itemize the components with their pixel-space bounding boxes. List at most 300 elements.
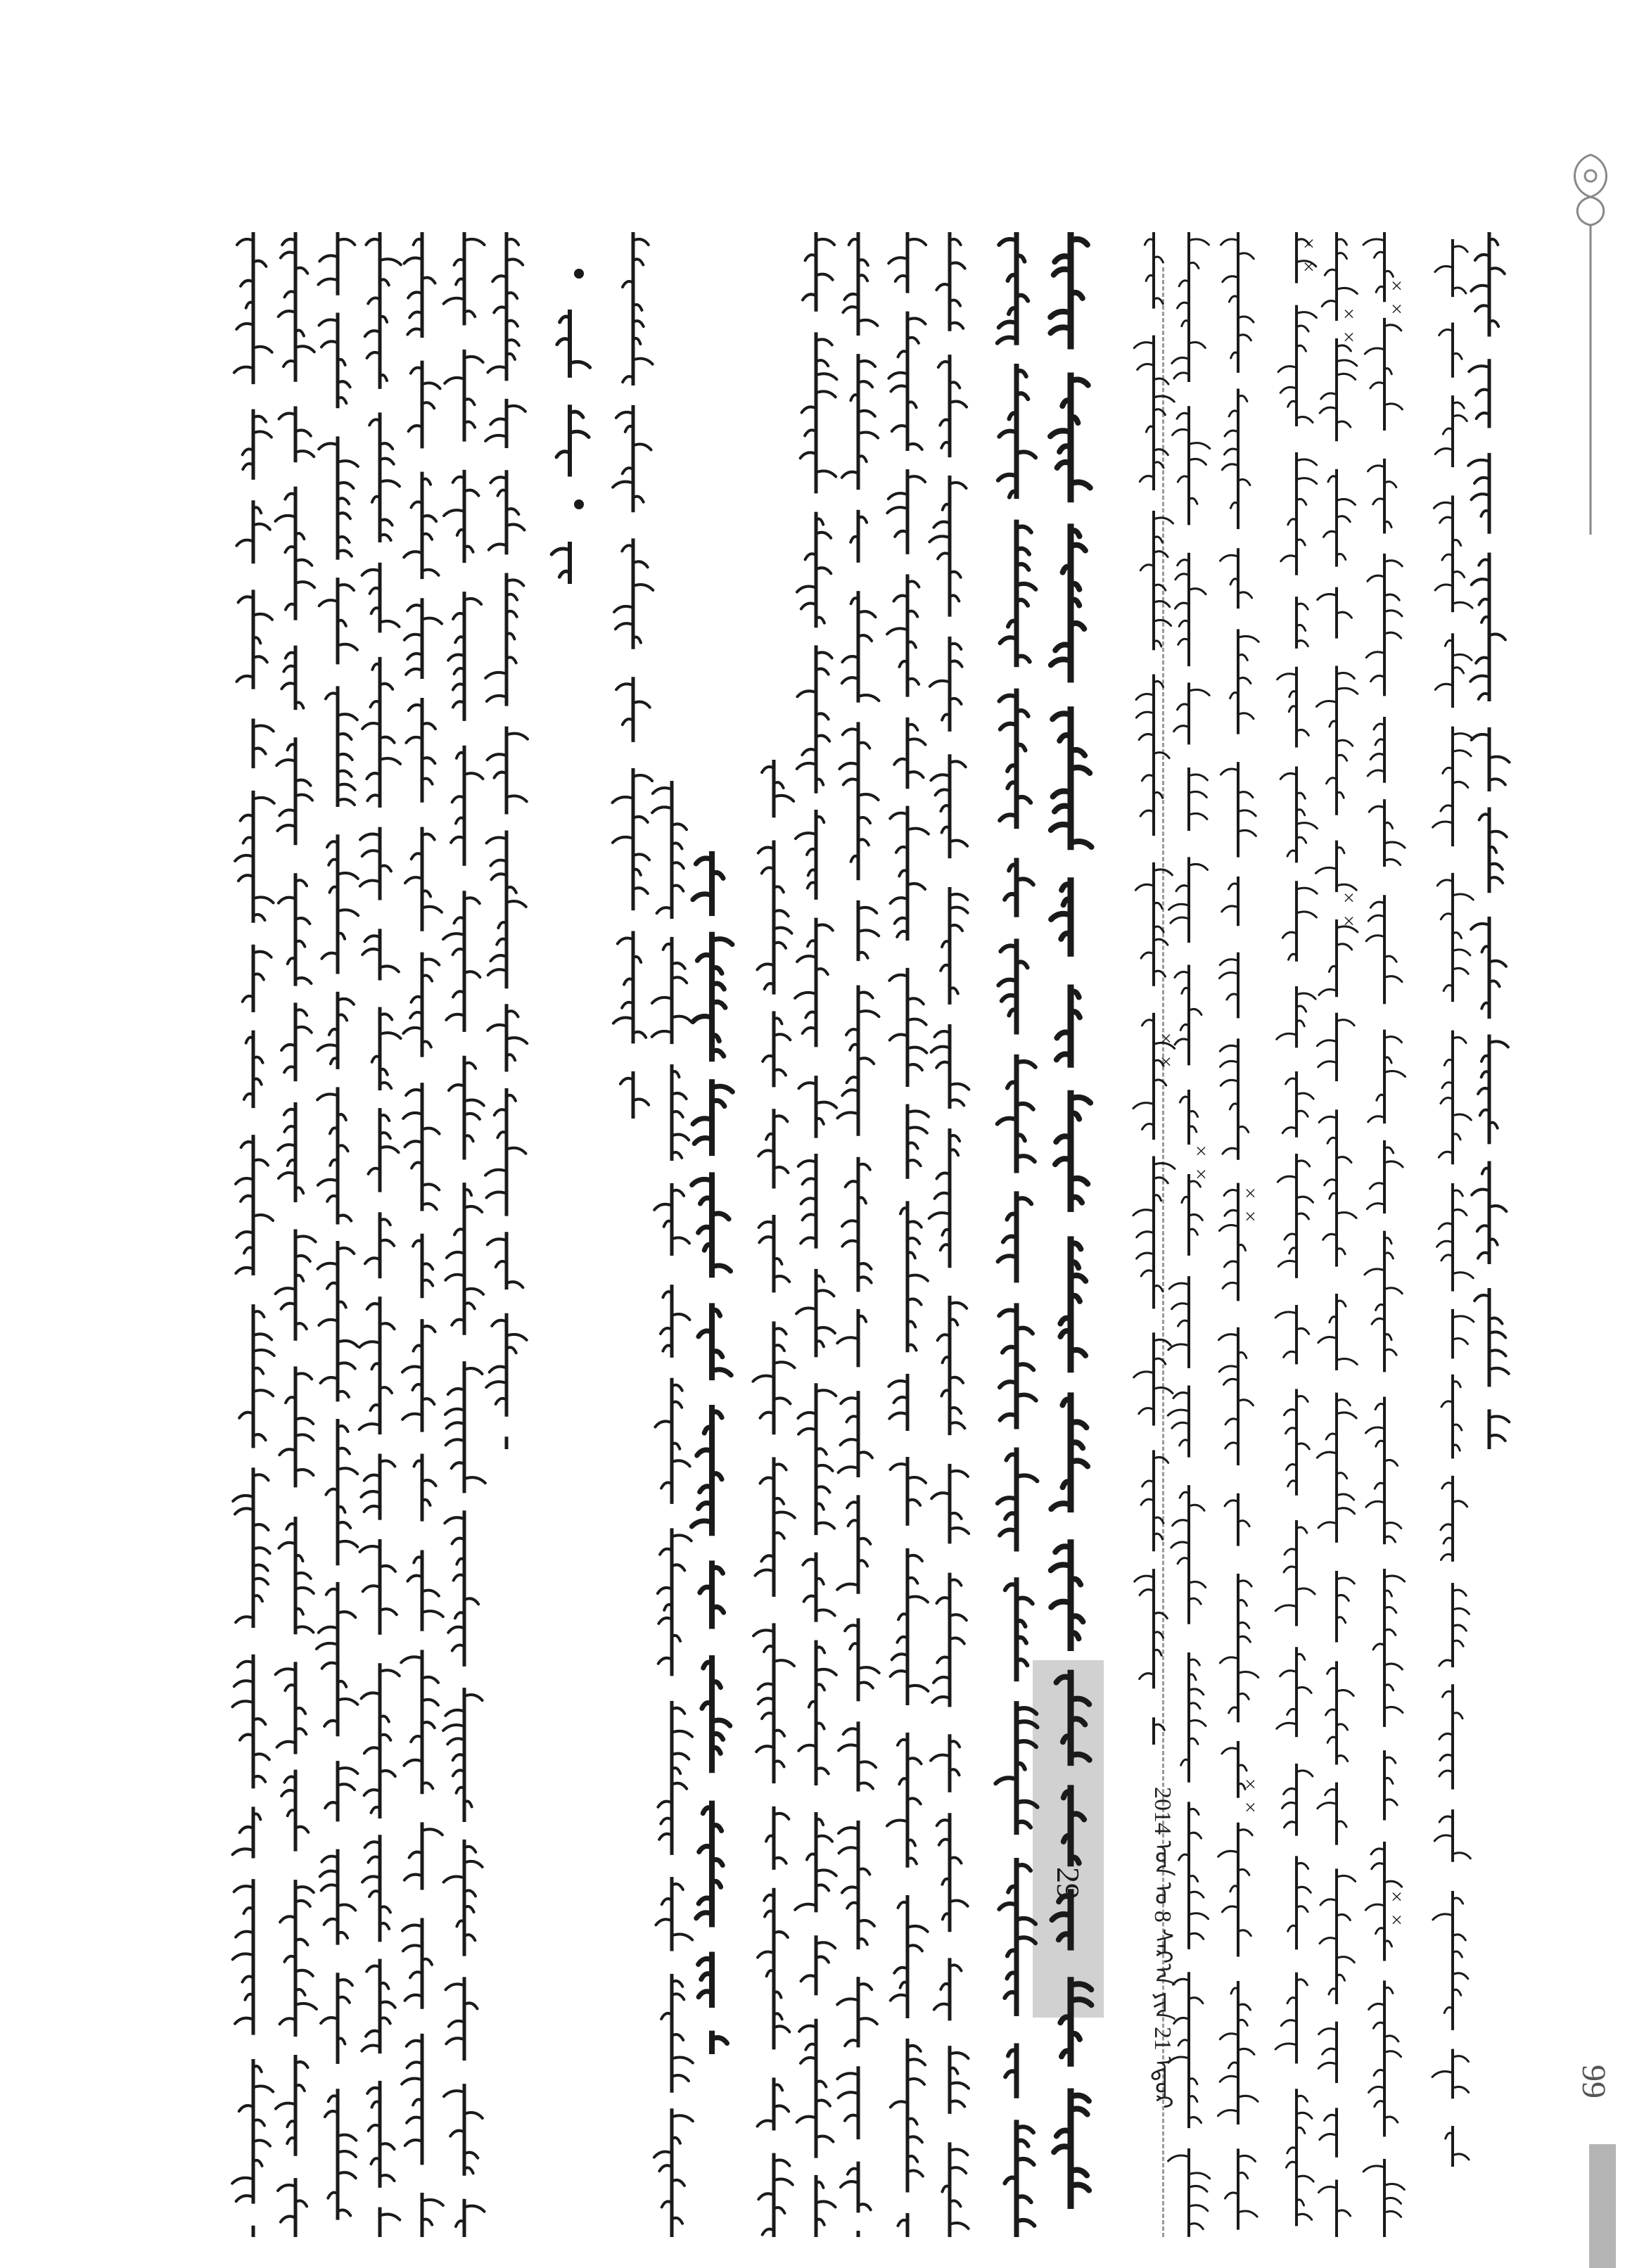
- script-glyph-stroke: [652, 1031, 672, 1037]
- script-glyph-stroke: [888, 1381, 907, 1387]
- script-glyph-stroke: [658, 1588, 672, 1593]
- script-glyph-stroke: [907, 1299, 922, 1305]
- script-glyph-stroke: [762, 1713, 774, 1719]
- script-glyph-stroke: [798, 1413, 816, 1418]
- script-glyph-stroke: [816, 736, 829, 741]
- script-glyph-stroke: [1318, 1337, 1337, 1343]
- script-glyph-stroke: [1154, 1613, 1167, 1619]
- script-glyph-stroke: [380, 1609, 397, 1614]
- script-glyph-stroke: [1221, 769, 1238, 775]
- script-glyph-stroke: [1238, 1930, 1251, 1936]
- script-glyph-stroke: [613, 1018, 633, 1024]
- script-glyph-stroke: [1296, 1197, 1313, 1202]
- script-glyph-stroke: [1435, 266, 1453, 272]
- script-glyph-stroke: [338, 1341, 357, 1346]
- script-glyph-stroke: [658, 1618, 672, 1624]
- script-glyph-stroke: [950, 907, 968, 913]
- script-glyph-stroke: [1337, 360, 1357, 366]
- script-glyph-stroke: [1284, 1567, 1296, 1572]
- script-glyph-stroke: [614, 606, 633, 612]
- script-glyph-stroke: [1178, 2040, 1189, 2046]
- script-glyph-stroke: [896, 276, 907, 281]
- script-glyph-stroke: [1017, 1802, 1038, 1807]
- script-glyph-stroke: [1453, 246, 1467, 252]
- script-glyph-stroke: [931, 1493, 950, 1498]
- script-glyph-stroke: [1017, 1937, 1036, 1943]
- script-glyph-stroke: [950, 925, 962, 931]
- script-glyph-stroke: [241, 1142, 253, 1147]
- script-glyph-stroke: [1489, 1435, 1505, 1441]
- script-glyph-stroke: [276, 2103, 295, 2109]
- script-glyph-stroke: [672, 1708, 684, 1714]
- script-glyph-stroke: [803, 294, 816, 300]
- script-glyph-stroke: [1238, 2049, 1254, 2054]
- script-glyph-stroke: [672, 1994, 684, 1999]
- script-glyph-stroke: [950, 2223, 969, 2229]
- script-glyph-stroke: [758, 1952, 774, 1958]
- script-glyph-stroke: [937, 1173, 950, 1178]
- script-glyph-stroke: [444, 2091, 464, 2096]
- script-glyph-stroke: [1284, 1822, 1296, 1828]
- script-glyph-stroke: [1296, 1161, 1310, 1166]
- script-glyph-stroke: [464, 239, 485, 245]
- script-glyph-stroke: [253, 432, 272, 438]
- script-glyph-stroke: [1435, 684, 1453, 689]
- script-glyph-stroke: [488, 1025, 506, 1031]
- script-glyph-stroke: [1189, 1720, 1206, 1726]
- script-glyph-stroke: [380, 259, 401, 265]
- script-glyph-stroke: [950, 483, 966, 488]
- script-glyph-stroke: [1384, 1460, 1398, 1465]
- script-glyph-stroke: [616, 412, 633, 418]
- script-glyph-stroke: [410, 1012, 422, 1018]
- script-glyph-stroke: [485, 435, 506, 441]
- script-glyph-stroke: [238, 1662, 253, 1667]
- script-glyph-stroke: [1489, 877, 1503, 883]
- script-glyph-stroke: [464, 2206, 484, 2212]
- script-glyph-stroke: [894, 596, 907, 601]
- script-glyph-stroke: [506, 260, 523, 265]
- script-glyph-stroke: [1325, 2115, 1337, 2120]
- script-glyph-stroke: [1439, 1816, 1453, 1822]
- script-glyph-stroke: [253, 1548, 270, 1553]
- script-glyph-stroke: [816, 2101, 830, 2106]
- script-glyph-stroke: [276, 1288, 295, 1294]
- script-glyph-stroke: [1189, 1933, 1204, 1939]
- script-glyph-stroke: [1371, 676, 1384, 682]
- script-glyph-stroke: [1453, 1898, 1463, 1904]
- script-glyph-stroke: [338, 2172, 356, 2178]
- script-glyph-stroke: [804, 1596, 816, 1602]
- script-glyph-stroke: [318, 1045, 338, 1050]
- script-glyph-stroke: [774, 1034, 790, 1040]
- script-glyph-stroke: [839, 1828, 858, 1833]
- script-glyph-stroke: [620, 1078, 633, 1084]
- script-glyph-stroke: [774, 2105, 789, 2111]
- script-glyph-stroke: [1296, 312, 1316, 318]
- script-glyph-stroke: [362, 949, 380, 955]
- script-glyph-stroke: [338, 999, 354, 1005]
- script-glyph-stroke: [998, 475, 1017, 480]
- script-glyph-stroke: [506, 901, 526, 907]
- script-glyph-stroke: [1154, 1387, 1173, 1393]
- script-glyph-stroke: [816, 1486, 829, 1492]
- script-glyph-stroke: [1453, 602, 1472, 608]
- script-glyph-stroke: [338, 1215, 351, 1221]
- script-glyph-stroke: [320, 1377, 338, 1383]
- script-glyph-stroke: [1296, 912, 1316, 917]
- script-glyph-stroke: [1173, 1520, 1189, 1526]
- script-glyph-stroke: [950, 2083, 969, 2089]
- script-glyph-stroke: [1477, 1225, 1489, 1231]
- script-glyph-stroke: [1017, 1395, 1036, 1401]
- script-glyph-stroke: [758, 1683, 774, 1689]
- script-glyph-stroke: [362, 570, 380, 575]
- script-glyph-stroke: [950, 2101, 964, 2107]
- script-glyph-stroke: [907, 998, 924, 1004]
- script-glyph-stroke: [1337, 1690, 1353, 1696]
- script-glyph-stroke: [816, 568, 831, 573]
- script-glyph-stroke: [1142, 1123, 1154, 1129]
- script-glyph-stroke: [798, 1083, 816, 1088]
- script-glyph-stroke: [1174, 2018, 1189, 2023]
- script-glyph-stroke: [1296, 993, 1315, 999]
- script-glyph-stroke: [422, 1700, 438, 1705]
- script-glyph-stroke: [338, 910, 358, 915]
- script-glyph-stroke: [633, 585, 653, 590]
- script-glyph-stroke: [1384, 842, 1405, 848]
- script-glyph-stroke: [1296, 1687, 1311, 1693]
- script-glyph-stroke: [319, 1320, 338, 1325]
- script-glyph-stroke: [887, 628, 907, 634]
- script-glyph-stroke: [490, 1367, 506, 1372]
- script-glyph-stroke: [672, 2115, 693, 2121]
- script-glyph-stroke: [1228, 2063, 1238, 2068]
- script-glyph-stroke: [364, 1747, 380, 1753]
- script-glyph-stroke: [1384, 1349, 1396, 1355]
- script-glyph-stroke: [1296, 499, 1306, 504]
- script-glyph-stroke: [1017, 1156, 1035, 1161]
- script-glyph-stroke: [488, 1239, 506, 1244]
- script-glyph-stroke: [1368, 575, 1384, 581]
- script-glyph-stroke: [490, 419, 506, 424]
- script-glyph-stroke: [1318, 1803, 1337, 1809]
- script-glyph-stroke: [1142, 1020, 1154, 1026]
- script-glyph-stroke: [1433, 822, 1453, 827]
- script-glyph-stroke: [1384, 1664, 1402, 1669]
- script-glyph-stroke: [362, 723, 380, 729]
- script-glyph-stroke: [1000, 1415, 1017, 1420]
- script-glyph-stroke: [1319, 989, 1337, 995]
- script-glyph-stroke: [1453, 782, 1468, 787]
- script-glyph-stroke: [338, 551, 352, 556]
- script-glyph-stroke: [950, 1084, 969, 1090]
- script-glyph-stroke: [795, 1904, 816, 1910]
- script-glyph-stroke: [1154, 926, 1164, 932]
- script-glyph-stroke: [1439, 1771, 1453, 1776]
- script-glyph-stroke: [1453, 2056, 1468, 2062]
- script-glyph-stroke: [1189, 864, 1207, 869]
- script-glyph-stroke: [774, 943, 786, 948]
- script-glyph-stroke: [907, 1500, 920, 1505]
- script-glyph-stroke: [464, 490, 478, 496]
- script-glyph-stroke: [907, 2079, 924, 2084]
- script-glyph-stroke: [1453, 1338, 1467, 1344]
- script-glyph-stroke: [1277, 1033, 1296, 1039]
- script-glyph-stroke: [491, 874, 506, 879]
- script-glyph-stroke: [1154, 1457, 1168, 1463]
- script-glyph-stroke: [633, 1032, 646, 1038]
- script-glyph-stroke: [1017, 1475, 1037, 1481]
- script-glyph-stroke: [1296, 2176, 1313, 2181]
- script-glyph-stroke: [1238, 1636, 1250, 1642]
- script-glyph-stroke: [858, 794, 879, 800]
- script-glyph-stroke: [1177, 302, 1189, 308]
- script-glyph-stroke: [1154, 1724, 1164, 1730]
- script-glyph-stroke: [839, 1745, 858, 1750]
- script-glyph-stroke: [950, 402, 967, 407]
- script-glyph-stroke: [1275, 2044, 1296, 2049]
- script-glyph-stroke: [1223, 1282, 1238, 1288]
- script-glyph-stroke: [839, 2092, 858, 2098]
- script-glyph-stroke: [444, 1876, 464, 1882]
- script-glyph-stroke: [1363, 239, 1384, 245]
- script-glyph-stroke: [235, 1508, 253, 1514]
- script-glyph-stroke: [1154, 585, 1166, 590]
- script-glyph-stroke: [422, 1591, 439, 1596]
- script-glyph-stroke: [236, 676, 253, 682]
- script-glyph-stroke: [1175, 574, 1189, 580]
- script-glyph-stroke: [657, 907, 672, 913]
- script-glyph-stroke: [409, 312, 422, 318]
- script-glyph-stroke: [1238, 1869, 1249, 1875]
- script-glyph-stroke: [839, 763, 858, 769]
- script-glyph-stroke: [1372, 1864, 1384, 1869]
- script-glyph-stroke: [816, 360, 828, 366]
- script-glyph-stroke: [404, 1875, 422, 1880]
- script-glyph-stroke: [907, 1798, 921, 1804]
- script-glyph-stroke: [846, 1181, 858, 1187]
- script-glyph-stroke: [1296, 1111, 1308, 1116]
- script-glyph-stroke: [402, 1414, 422, 1420]
- script-glyph-stroke: [950, 1528, 969, 1534]
- script-glyph-stroke: [774, 1328, 786, 1334]
- script-glyph-stroke: [1178, 704, 1189, 710]
- script-glyph-stroke: [338, 1904, 355, 1910]
- script-glyph-stroke: [338, 1612, 355, 1617]
- script-glyph-stroke: [1189, 1581, 1206, 1587]
- script-glyph-stroke: [935, 1031, 950, 1037]
- script-glyph-stroke: [380, 737, 395, 743]
- script-glyph-stroke: [281, 683, 295, 689]
- script-glyph-stroke: [1453, 1316, 1474, 1322]
- script-glyph-stroke: [1453, 1501, 1467, 1507]
- script-glyph-stroke: [486, 1382, 506, 1387]
- script-glyph-stroke: [279, 414, 295, 419]
- script-glyph-stroke: [488, 367, 506, 372]
- script-glyph-stroke: [422, 383, 440, 388]
- script-glyph-stroke: [282, 239, 295, 245]
- script-glyph-stroke: [1238, 2096, 1258, 2101]
- script-glyph-stroke: [1140, 476, 1154, 482]
- script-glyph-stroke: [1365, 348, 1384, 354]
- script-glyph-stroke: [283, 361, 295, 367]
- citation-date: 2014 ᠣᠨ ᠤ 8 ᠰᠠᠷ᠎ᠠ ᠶᠢᠨ 21 ᠡᠳᠦᠷ: [1149, 1787, 1175, 2109]
- script-glyph-stroke: [1317, 1040, 1337, 1046]
- script-glyph-stroke: [1141, 953, 1154, 958]
- script-glyph-stroke: [1437, 1241, 1453, 1247]
- script-glyph-stroke: [846, 1029, 858, 1035]
- script-glyph-stroke: [446, 1014, 464, 1020]
- script-glyph-stroke: [1175, 603, 1189, 609]
- script-glyph-stroke: [1453, 950, 1470, 955]
- script-glyph-stroke: [464, 1368, 482, 1374]
- script-glyph-stroke: [1017, 1364, 1033, 1370]
- script-glyph-stroke: [241, 1196, 253, 1202]
- script-glyph-stroke: [236, 1268, 253, 1273]
- script-glyph-stroke: [1368, 915, 1384, 921]
- script-glyph-stroke: [405, 877, 422, 883]
- script-glyph-stroke: [1369, 2003, 1384, 2009]
- script-glyph-stroke: [998, 1498, 1017, 1503]
- script-glyph-stroke: [845, 2115, 858, 2121]
- script-glyph-stroke: [1320, 407, 1337, 413]
- script-glyph-stroke: [321, 2018, 338, 2023]
- script-glyph-stroke: [656, 1919, 672, 1925]
- script-glyph-stroke: [1384, 1707, 1403, 1713]
- script-glyph-stroke: [338, 873, 358, 879]
- script-glyph-stroke: [367, 795, 380, 801]
- script-glyph-stroke: [759, 1222, 774, 1228]
- script-glyph-stroke: [1318, 1522, 1337, 1528]
- script-glyph-stroke: [338, 1768, 357, 1773]
- script-glyph-stroke: [448, 655, 464, 661]
- script-glyph-stroke: [950, 263, 965, 269]
- script-glyph-stroke: [1140, 565, 1154, 571]
- script-glyph-stroke: [1218, 1851, 1238, 1856]
- script-glyph-stroke: [445, 378, 464, 383]
- script-glyph-stroke: [1384, 1757, 1396, 1763]
- script-glyph-stroke: [1000, 696, 1017, 701]
- script-glyph-stroke: [816, 1523, 834, 1529]
- script-glyph-stroke: [1384, 561, 1402, 566]
- script-glyph-stroke: [1321, 393, 1337, 399]
- script-glyph-stroke: [319, 255, 338, 261]
- script-glyph-stroke: [276, 760, 295, 765]
- script-glyph-stroke: [888, 493, 907, 499]
- script-glyph-stroke: [1275, 1312, 1296, 1318]
- script-glyph-stroke: [858, 1263, 871, 1269]
- script-glyph-stroke: [324, 1721, 338, 1726]
- script-glyph-stroke: [1373, 1644, 1384, 1650]
- script-glyph-stroke: [324, 1919, 338, 1925]
- script-glyph-stroke: [1017, 1104, 1033, 1109]
- script-glyph-stroke: [338, 1699, 357, 1705]
- script-glyph-stroke: [281, 1304, 295, 1309]
- script-glyph-stroke: [253, 952, 272, 957]
- script-glyph-stroke: [506, 1148, 525, 1154]
- script-glyph-stroke: [368, 298, 380, 303]
- script-glyph-stroke: [758, 1150, 774, 1156]
- script-glyph-stroke: [907, 1477, 926, 1483]
- script-glyph-stroke: [753, 1376, 774, 1382]
- script-glyph-stroke: [1337, 755, 1347, 760]
- script-glyph-stroke: [317, 1094, 338, 1100]
- script-glyph-stroke: [406, 1090, 422, 1095]
- script-glyph-stroke: [672, 1190, 684, 1196]
- script-glyph-stroke: [693, 1017, 712, 1022]
- script-glyph-stroke: [422, 402, 434, 408]
- script-glyph-stroke: [837, 1337, 858, 1343]
- script-glyph-stroke: [1323, 531, 1337, 537]
- script-glyph-stroke: [889, 975, 907, 981]
- script-glyph-stroke: [1337, 1875, 1356, 1881]
- placeholder-mark: ××: [1385, 274, 1408, 321]
- script-glyph-stroke: [295, 1373, 312, 1379]
- script-glyph-stroke: [633, 444, 651, 450]
- script-glyph-stroke: [774, 1932, 788, 1937]
- script-glyph-stroke: [950, 1638, 964, 1643]
- script-glyph-stroke: [1189, 1809, 1199, 1814]
- script-glyph-stroke: [816, 471, 836, 476]
- script-glyph-stroke: [1317, 1452, 1337, 1458]
- script-glyph-stroke: [1453, 1590, 1466, 1595]
- script-glyph-stroke: [797, 763, 816, 769]
- script-glyph-stroke: [409, 705, 422, 711]
- script-glyph-stroke: [236, 1232, 253, 1237]
- script-glyph-stroke: [888, 257, 907, 263]
- script-glyph-stroke: [1238, 677, 1251, 683]
- script-glyph-stroke: [894, 1968, 907, 1973]
- script-glyph-stroke: [380, 480, 400, 486]
- script-glyph-stroke: [692, 1179, 712, 1185]
- script-glyph-stroke: [895, 531, 907, 537]
- script-glyph-stroke: [253, 524, 270, 530]
- script-glyph-stroke: [1475, 255, 1489, 260]
- script-glyph-stroke: [758, 2121, 774, 2127]
- script-glyph-stroke: [319, 319, 338, 325]
- script-glyph-stroke: [422, 570, 438, 575]
- script-glyph-stroke: [464, 2003, 477, 2008]
- script-glyph-stroke: [907, 1555, 922, 1561]
- script-glyph-stroke: [406, 669, 422, 675]
- script-glyph-stroke: [1154, 1517, 1164, 1523]
- script-glyph-stroke: [796, 833, 816, 839]
- script-glyph-stroke: [1441, 1524, 1453, 1530]
- script-glyph-stroke: [380, 966, 399, 971]
- script-glyph-stroke: [233, 1954, 253, 1959]
- script-glyph-stroke: [1384, 632, 1401, 638]
- script-glyph-stroke: [1136, 694, 1154, 699]
- script-glyph-stroke: [1017, 2220, 1034, 2226]
- script-glyph-stroke: [464, 2153, 478, 2158]
- script-glyph-stroke: [1296, 1771, 1313, 1776]
- script-glyph-stroke: [235, 2018, 253, 2024]
- placeholder-mark: ××: [1239, 1182, 1262, 1228]
- script-glyph-stroke: [1189, 1009, 1202, 1014]
- script-glyph-stroke: [1238, 317, 1254, 322]
- script-glyph-stroke: [552, 549, 570, 554]
- script-glyph-stroke: [712, 939, 732, 945]
- script-glyph-stroke: [1221, 239, 1238, 245]
- script-glyph-stroke: [295, 1418, 313, 1424]
- script-glyph-stroke: [907, 2170, 923, 2176]
- script-glyph-stroke: [839, 1467, 858, 1472]
- script-glyph-stroke: [937, 1657, 950, 1663]
- script-glyph-stroke: [842, 472, 858, 478]
- script-glyph-stroke: [774, 1167, 788, 1173]
- script-glyph-stroke: [464, 599, 481, 604]
